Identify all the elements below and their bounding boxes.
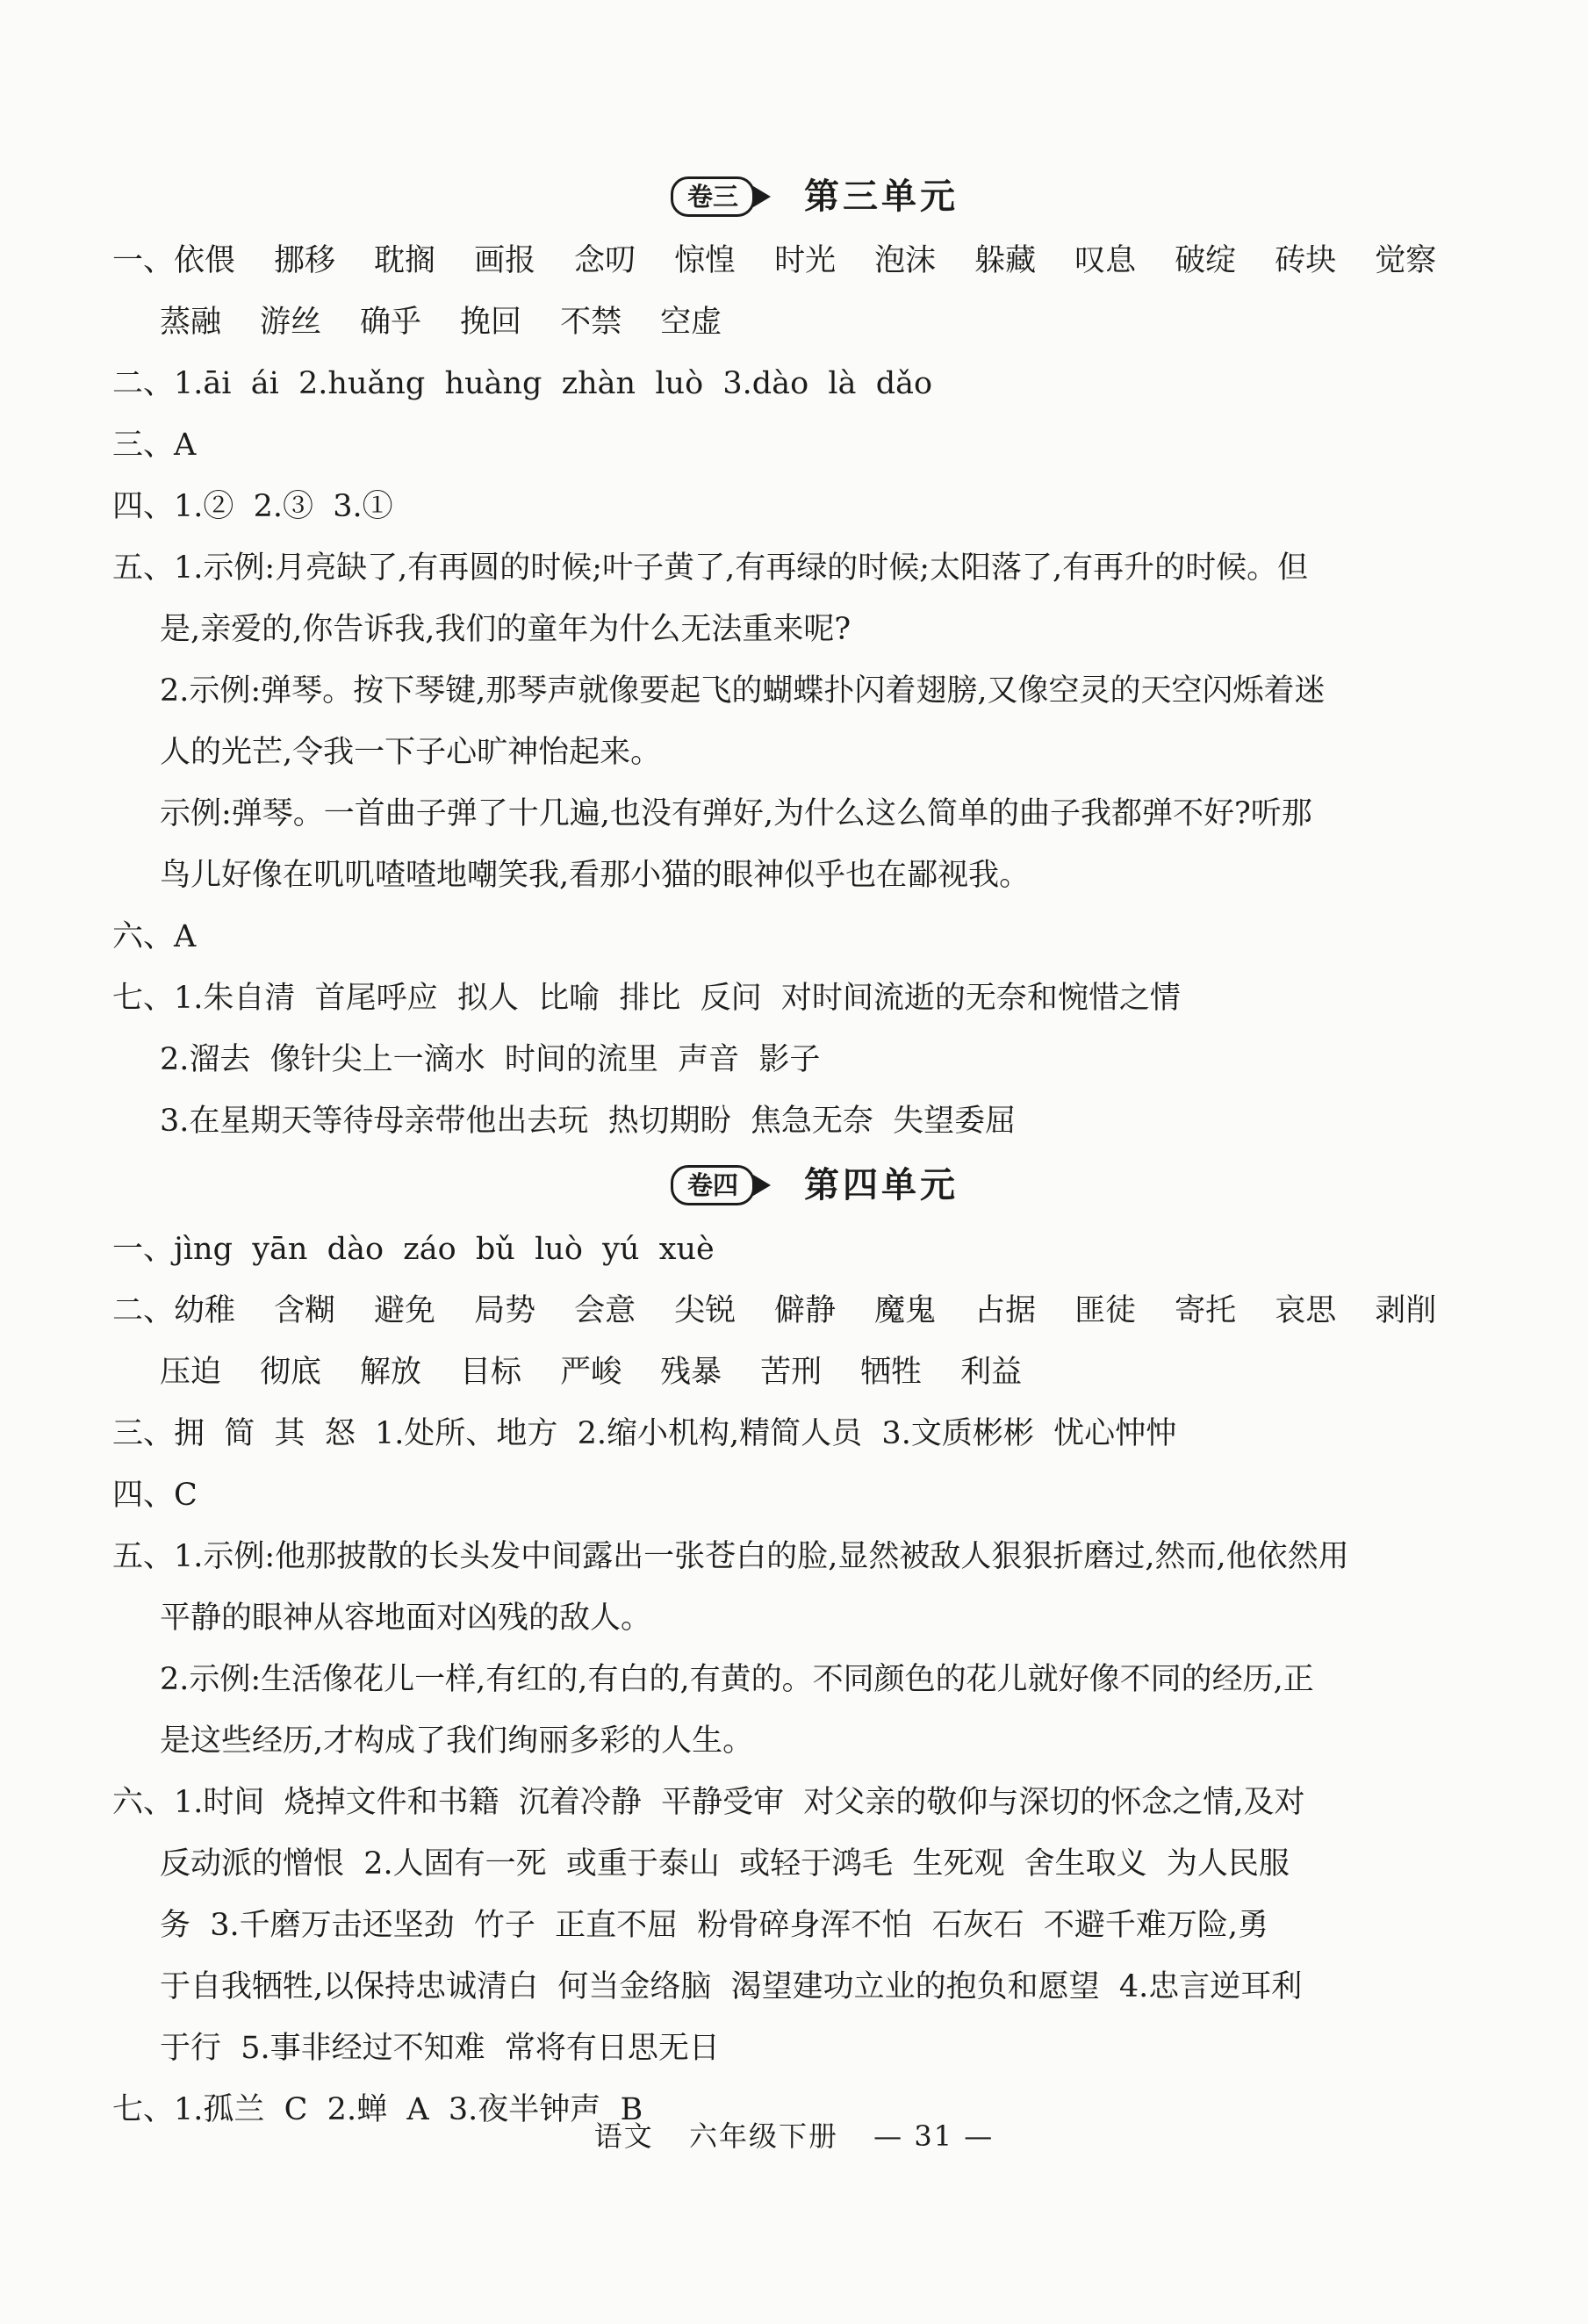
word: 残暴 [660,1355,722,1390]
unit4-header [165,1152,1464,1219]
word: 压迫 [160,1355,222,1390]
word: 空虚 [660,305,722,340]
word: 时光 [774,243,837,278]
unit4-q2-row2 [112,1342,1464,1403]
word: 不禁 [560,305,622,340]
word: 会意 [574,1293,636,1328]
unit3-q1-row2 [112,291,1464,353]
word: 苦刑 [760,1355,823,1390]
unit3-badge [671,176,771,217]
unit4-title: 第四单元 [804,1164,959,1205]
unit3-q5-line: 示例:弹琴。一首曲子弹了十几遍,也没有弹好,为什么这么简单的曲子我都弹不好?听那 [160,796,1312,831]
word: 匪徒 [1074,1293,1137,1328]
unit3-q6: 六、A [112,919,197,954]
word: 泡沫 [874,243,937,278]
unit4-q6-line: 务 3.千磨万击还坚劲 竹子 正直不屈 粉骨碎身浑不怕 石灰石 不避千难万险,勇 [160,1908,1269,1943]
unit4-q4: 四、C [112,1478,198,1513]
unit3-q1-row1 [112,230,1464,291]
word: 惊惶 [674,243,737,278]
word: 砖块 [1275,243,1337,278]
word: 严峻 [560,1355,622,1390]
word: 含糊 [274,1293,336,1328]
unit4-q1: 一、jìng yān dào záo bǔ luò yú xuè [112,1232,715,1267]
footer-subject: 语文 [593,2119,654,2153]
unit3-q5-line: 五、1.示例:月亮缺了,有再圆的时候;叶子黄了,有再绿的时候;太阳落了,有再升的时候。但 [112,550,1309,586]
word: 占据 [974,1293,1037,1328]
page-footer [0,2114,1588,2155]
unit3-q5-line: 2.示例:弹琴。按下琴键,那琴声就像要起飞的蝴蝶扑闪着翅膀,又像空灵的天空闪烁着迷 [160,673,1326,709]
word: 念叨 [574,243,636,278]
unit4-q7: 七、1.孤兰 C 2.蝉 A 3.夜半钟声 B [112,2092,643,2127]
word: 确乎 [360,305,422,340]
unit3-title: 第三单元 [804,176,959,217]
word: 局势 [474,1293,536,1328]
triangle-arrow-icon [753,1175,771,1196]
unit3-q7-line: 3.在星期天等待母亲带他出去玩 热切期盼 焦急无奈 失望委屈 [160,1104,1017,1139]
word: 魔鬼 [874,1293,937,1328]
word: 解放 [360,1355,422,1390]
unit4-q5-line: 平静的眼神从容地面对凶残的敌人。 [160,1601,652,1636]
unit4-badge-label: 卷四 [671,1165,755,1205]
unit4-q6-line: 反动派的憎恨 2.人固有一死 或重于泰山 或轻于鸿毛 生死观 舍生取义 为人民服 [160,1846,1290,1882]
word: 依偎 [174,243,236,278]
word: 尖锐 [674,1293,737,1328]
unit4-q6-line: 于自我牺牲,以保持忠诚清白 何当金络脑 渴望建功立业的抱负和愿望 4.忠言逆耳利 [160,1969,1303,2004]
word: 蒸融 [160,305,222,340]
unit3-q5-line: 是,亲爱的,你告诉我,我们的童年为什么无法重来呢? [160,612,851,647]
unit3-q7-line: 七、1.朱自清 首尾呼应 拟人 比喻 排比 反问 对时间流逝的无奈和惋惜之情 [112,981,1181,1016]
unit3-header [165,163,1464,230]
unit4-q6-line: 六、1.时间 烧掉文件和书籍 沉着冷静 平静受审 对父亲的敬仰与深切的怀念之情,及对 [112,1785,1305,1820]
word: 牺牲 [860,1355,923,1390]
page-number: — 31 — [873,2119,995,2153]
unit3-q5-line: 人的光芒,令我一下子心旷神怡起来。 [160,735,662,770]
unit3-q3: 三、A [112,428,197,463]
q1-label: 一、 [112,243,175,278]
word: 躲藏 [974,243,1037,278]
unit3-q2: 二、1.āi ái 2.huǎng huàng zhàn luò 3.dào là dǎo [112,366,933,401]
q2-label: 二、 [112,1293,175,1328]
word: 哀思 [1275,1293,1337,1328]
unit4-q3: 三、拥 简 其 怒 1.处所、地方 2.缩小机构,精简人员 3.文质彬彬 忧心忡忡 [112,1416,1177,1451]
unit3-badge-label: 卷三 [671,176,755,217]
word: 挽回 [460,305,522,340]
unit4-q5-line: 是这些经历,才构成了我们绚丽多彩的人生。 [160,1723,754,1759]
word: 画报 [474,243,536,278]
unit4-q6-line: 于行 5.事非经过不知难 常将有日思无日 [160,2031,720,2066]
unit4-q2-row1 [112,1280,1464,1342]
word: 破绽 [1175,243,1237,278]
unit4-badge [671,1165,771,1205]
unit3-q5-line: 鸟儿好像在叽叽喳喳地嘲笑我,看那小猫的眼神似乎也在鄙视我。 [160,858,1031,893]
word: 彻底 [260,1355,322,1390]
word: 觉察 [1375,243,1437,278]
word: 利益 [960,1355,1023,1390]
word: 目标 [460,1355,522,1390]
word: 寄托 [1175,1293,1237,1328]
word: 避免 [374,1293,436,1328]
word: 幼稚 [174,1293,236,1328]
unit3-q7-line: 2.溜去 像针尖上一滴水 时间的流里 声音 影子 [160,1042,821,1077]
answer-page [112,163,1464,2141]
word: 叹息 [1074,243,1137,278]
unit4-q5-line: 2.示例:生活像花儿一样,有红的,有白的,有黄的。不同颜色的花儿就好像不同的经历,正 [160,1662,1314,1697]
footer-grade: 六年级下册 [688,2119,838,2153]
unit4-q5-line: 五、1.示例:他那披散的长头发中间露出一张苍白的脸,显然被敌人狠狠折磨过,然而,他依然用 [112,1539,1349,1574]
word: 耽搁 [374,243,436,278]
word: 剥削 [1375,1293,1437,1328]
word: 僻静 [774,1293,837,1328]
unit3-q4: 四、1.② 2.③ 3.① [112,489,393,524]
triangle-arrow-icon [753,186,771,207]
word: 挪移 [274,243,336,278]
word: 游丝 [260,305,322,340]
